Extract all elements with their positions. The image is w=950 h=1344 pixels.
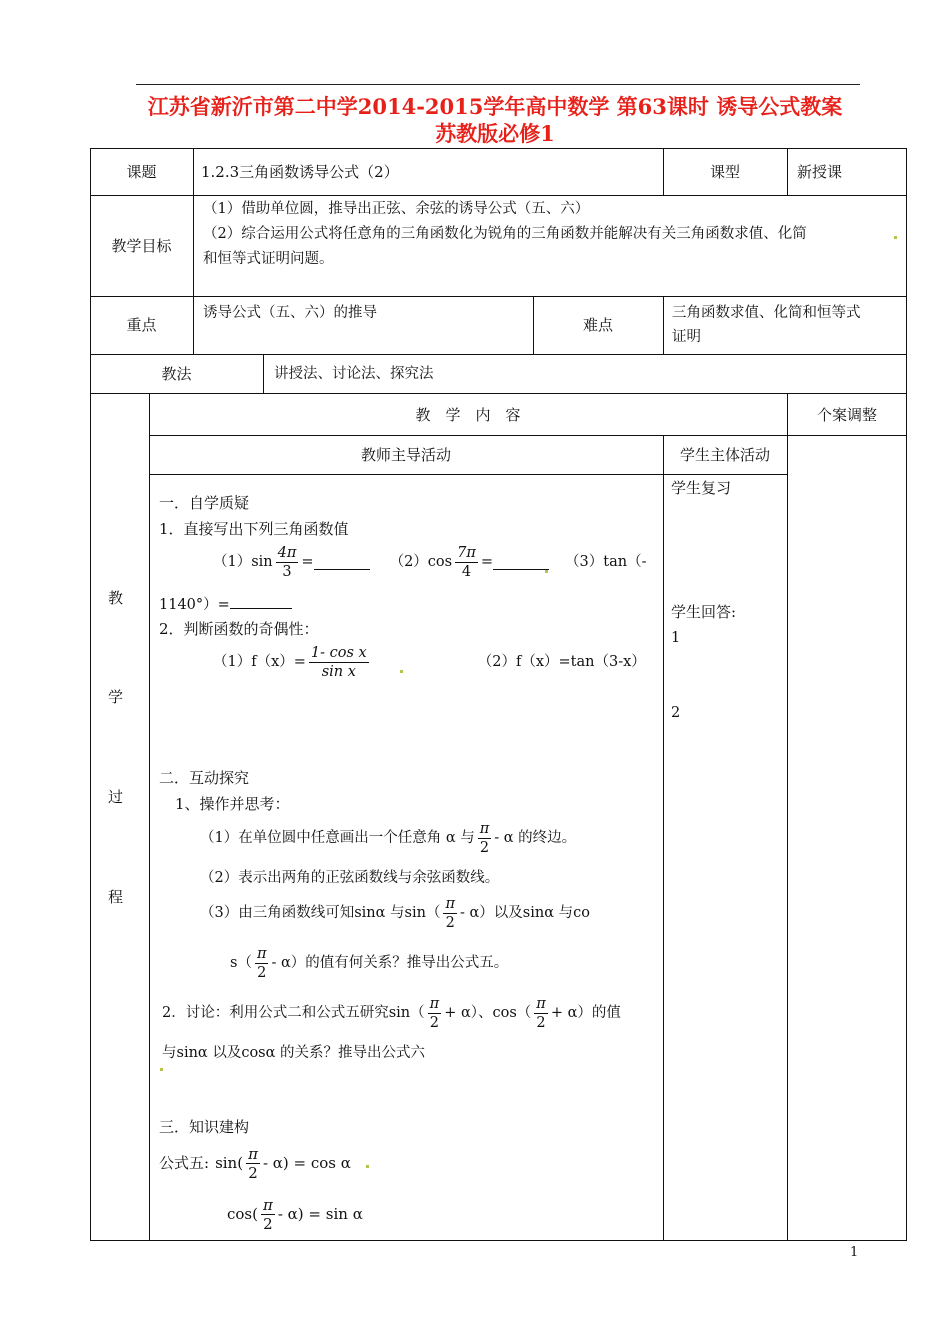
formula-5a-post: - α) = cos α: [262, 1154, 351, 1172]
q2b-text: （2）f（x）=tan（3-x）: [477, 654, 646, 670]
difficulty-label: 难点: [582, 316, 613, 334]
step-3-fraction: [443, 895, 457, 932]
two: 2: [257, 965, 267, 981]
process-char-1: 教: [108, 589, 124, 607]
scan-dot: [545, 570, 548, 573]
step-3-cont-pre: s（: [230, 955, 252, 971]
difficulty-line-2: 证明: [672, 329, 701, 345]
formula-5-label: 公式五:: [159, 1154, 210, 1172]
two: 2: [445, 915, 455, 931]
section-2-item-1: 1、操作并思考：: [175, 795, 290, 813]
page-number: 1: [850, 1245, 859, 1260]
pi: π: [445, 896, 455, 912]
item-2-mid: + α）、cos（: [444, 1005, 532, 1021]
section-3-title: 三．知识建构: [159, 1118, 250, 1136]
question-2: 2．判断函数的奇偶性：: [159, 620, 319, 638]
q1a-den: 3: [282, 564, 292, 580]
formula-5a-fraction: [246, 1145, 260, 1182]
two: 2: [263, 1215, 273, 1233]
question-1: 1．直接写出下列三角函数值: [159, 520, 349, 538]
item-2-post: + α）的值: [550, 1005, 621, 1021]
step-1-pre: （1）在单位圆中任意画出一个任意角 α 与: [200, 830, 475, 846]
key-point-value: 诱导公式（五、六）的推导: [203, 305, 377, 321]
item-2-fraction-1: [428, 995, 442, 1032]
question-2-items: [213, 644, 646, 681]
step-3-cont: [230, 945, 508, 982]
goal-label: 教学目标: [111, 237, 172, 255]
student-activity-header: 学生主体活动: [679, 446, 770, 464]
q1b-den: 4: [461, 564, 472, 580]
pi: π: [429, 996, 440, 1012]
scan-dot: [366, 1165, 369, 1168]
step-1: [200, 820, 576, 857]
two: 2: [429, 1015, 440, 1031]
goal-line-2: （2）综合运用公式将任意角的三角函数化为锐角的三角函数并能解决有关三角函数求值、化简: [203, 226, 807, 242]
type-label: 课型: [709, 163, 740, 181]
formula-5b-post: - α) = sin α: [277, 1205, 363, 1223]
q1b-prefix: （2）cos: [389, 554, 453, 570]
q2a-fraction: [309, 644, 369, 681]
formula-5b-pre: cos(: [227, 1205, 258, 1223]
pi: π: [248, 1145, 258, 1163]
method-value: 讲授法、讨论法、探究法: [274, 366, 434, 382]
q2a-num: 1- cos x: [310, 645, 367, 661]
q1c-text: （3）tan（-: [565, 554, 647, 570]
goal-line-1: （1）借助单位圆，推导出正弦、余弦的诱导公式（五、六）: [203, 201, 590, 217]
item-2-fraction-2: [534, 995, 548, 1032]
q1b-fraction: [455, 544, 478, 581]
student-answer: 学生回答:: [671, 603, 737, 621]
q1b-blank: [493, 556, 549, 570]
q2a-den: sin x: [321, 664, 356, 680]
topic-label: 课题: [126, 163, 157, 181]
q1c-cont-text: 1140°）=: [159, 597, 230, 613]
pi: π: [256, 946, 267, 962]
adjust-header: 个案调整: [816, 406, 877, 424]
document-title: [80, 93, 910, 147]
header-rule: [136, 84, 860, 85]
process-char-4: 程: [108, 888, 124, 906]
q1a-num: 4π: [277, 545, 297, 561]
step-3-cont-fraction: [255, 945, 269, 982]
step-3-mid: - α）以及sinα 与co: [460, 905, 590, 921]
method-label: 教法: [161, 365, 192, 383]
scan-dot: [160, 1068, 163, 1071]
formula-5a-pre: sin(: [215, 1154, 244, 1172]
teacher-activity-header: 教师主导活动: [360, 446, 451, 464]
section-2-title: 二．互动探究: [159, 769, 250, 787]
q2a-prefix: （1）f（x）=: [213, 654, 306, 670]
section-2-item-2-line-2: 与sinα 以及cosα 的关系？推导出公式六: [162, 1045, 426, 1061]
q1a-blank: [314, 556, 370, 570]
item-2-pre: 2．讨论：利用公式二和公式五研究sin（: [162, 1005, 425, 1021]
step-3: [200, 895, 590, 932]
topic-value: 1.2.3三角函数诱导公式（2）: [201, 163, 399, 181]
pi: π: [536, 996, 546, 1012]
type-value: 新授课: [797, 163, 843, 181]
q1c-blank: [230, 595, 292, 609]
pi: π: [262, 1196, 273, 1214]
step-3-cont-post: - α）的值有何关系？推导出公式五。: [271, 955, 509, 971]
title-line-2: 苏教版必修1: [435, 121, 555, 146]
step-3-pre: （3）由三角函数线可知sinα 与sin（: [200, 905, 441, 921]
process-char-2: 学: [108, 688, 124, 706]
two: 2: [248, 1164, 258, 1182]
student-answer-2: 2: [671, 705, 681, 721]
step-1-post: - α 的终边。: [494, 830, 577, 846]
goal-line-3: 和恒等式证明问题。: [203, 251, 334, 267]
content-header: 教 学 内 容: [415, 406, 521, 424]
scan-dot: [400, 670, 403, 673]
step-2: （2）表示出两角的正弦函数线与余弦函数线。: [200, 870, 500, 886]
process-char-3: 过: [108, 788, 124, 806]
scan-dot: [894, 236, 897, 239]
section-1-title: 一．自学质疑: [159, 494, 250, 512]
two: 2: [479, 840, 490, 856]
q1a-fraction: [276, 544, 299, 581]
key-point-label: 重点: [126, 316, 157, 334]
pi: π: [479, 821, 490, 837]
difficulty-line-1: 三角函数求值、化简和恒等式: [672, 305, 861, 321]
step-1-fraction: [478, 820, 492, 857]
student-answer-1: 1: [671, 630, 681, 646]
formula-5-line-1: [159, 1145, 351, 1182]
formula-5-line-2: [227, 1196, 363, 1233]
title-line-1: 江苏省新沂市第二中学2014-2015学年高中数学 第63课时 诱导公式教案: [147, 94, 843, 119]
two: 2: [536, 1015, 546, 1031]
formula-5b-fraction: [261, 1196, 275, 1233]
q1b-num: 7π: [457, 545, 476, 561]
q1a-prefix: （1）sin: [213, 554, 273, 570]
q1c-continued: [159, 595, 292, 616]
section-2-item-2: [162, 995, 621, 1032]
student-review: 学生复习: [671, 479, 732, 497]
question-1-items: （1）sin $\frac{4\pi}{3}$ = （2）cos $\frac{7\pi}{4}$ = （3）tan（-: [213, 545, 647, 580]
